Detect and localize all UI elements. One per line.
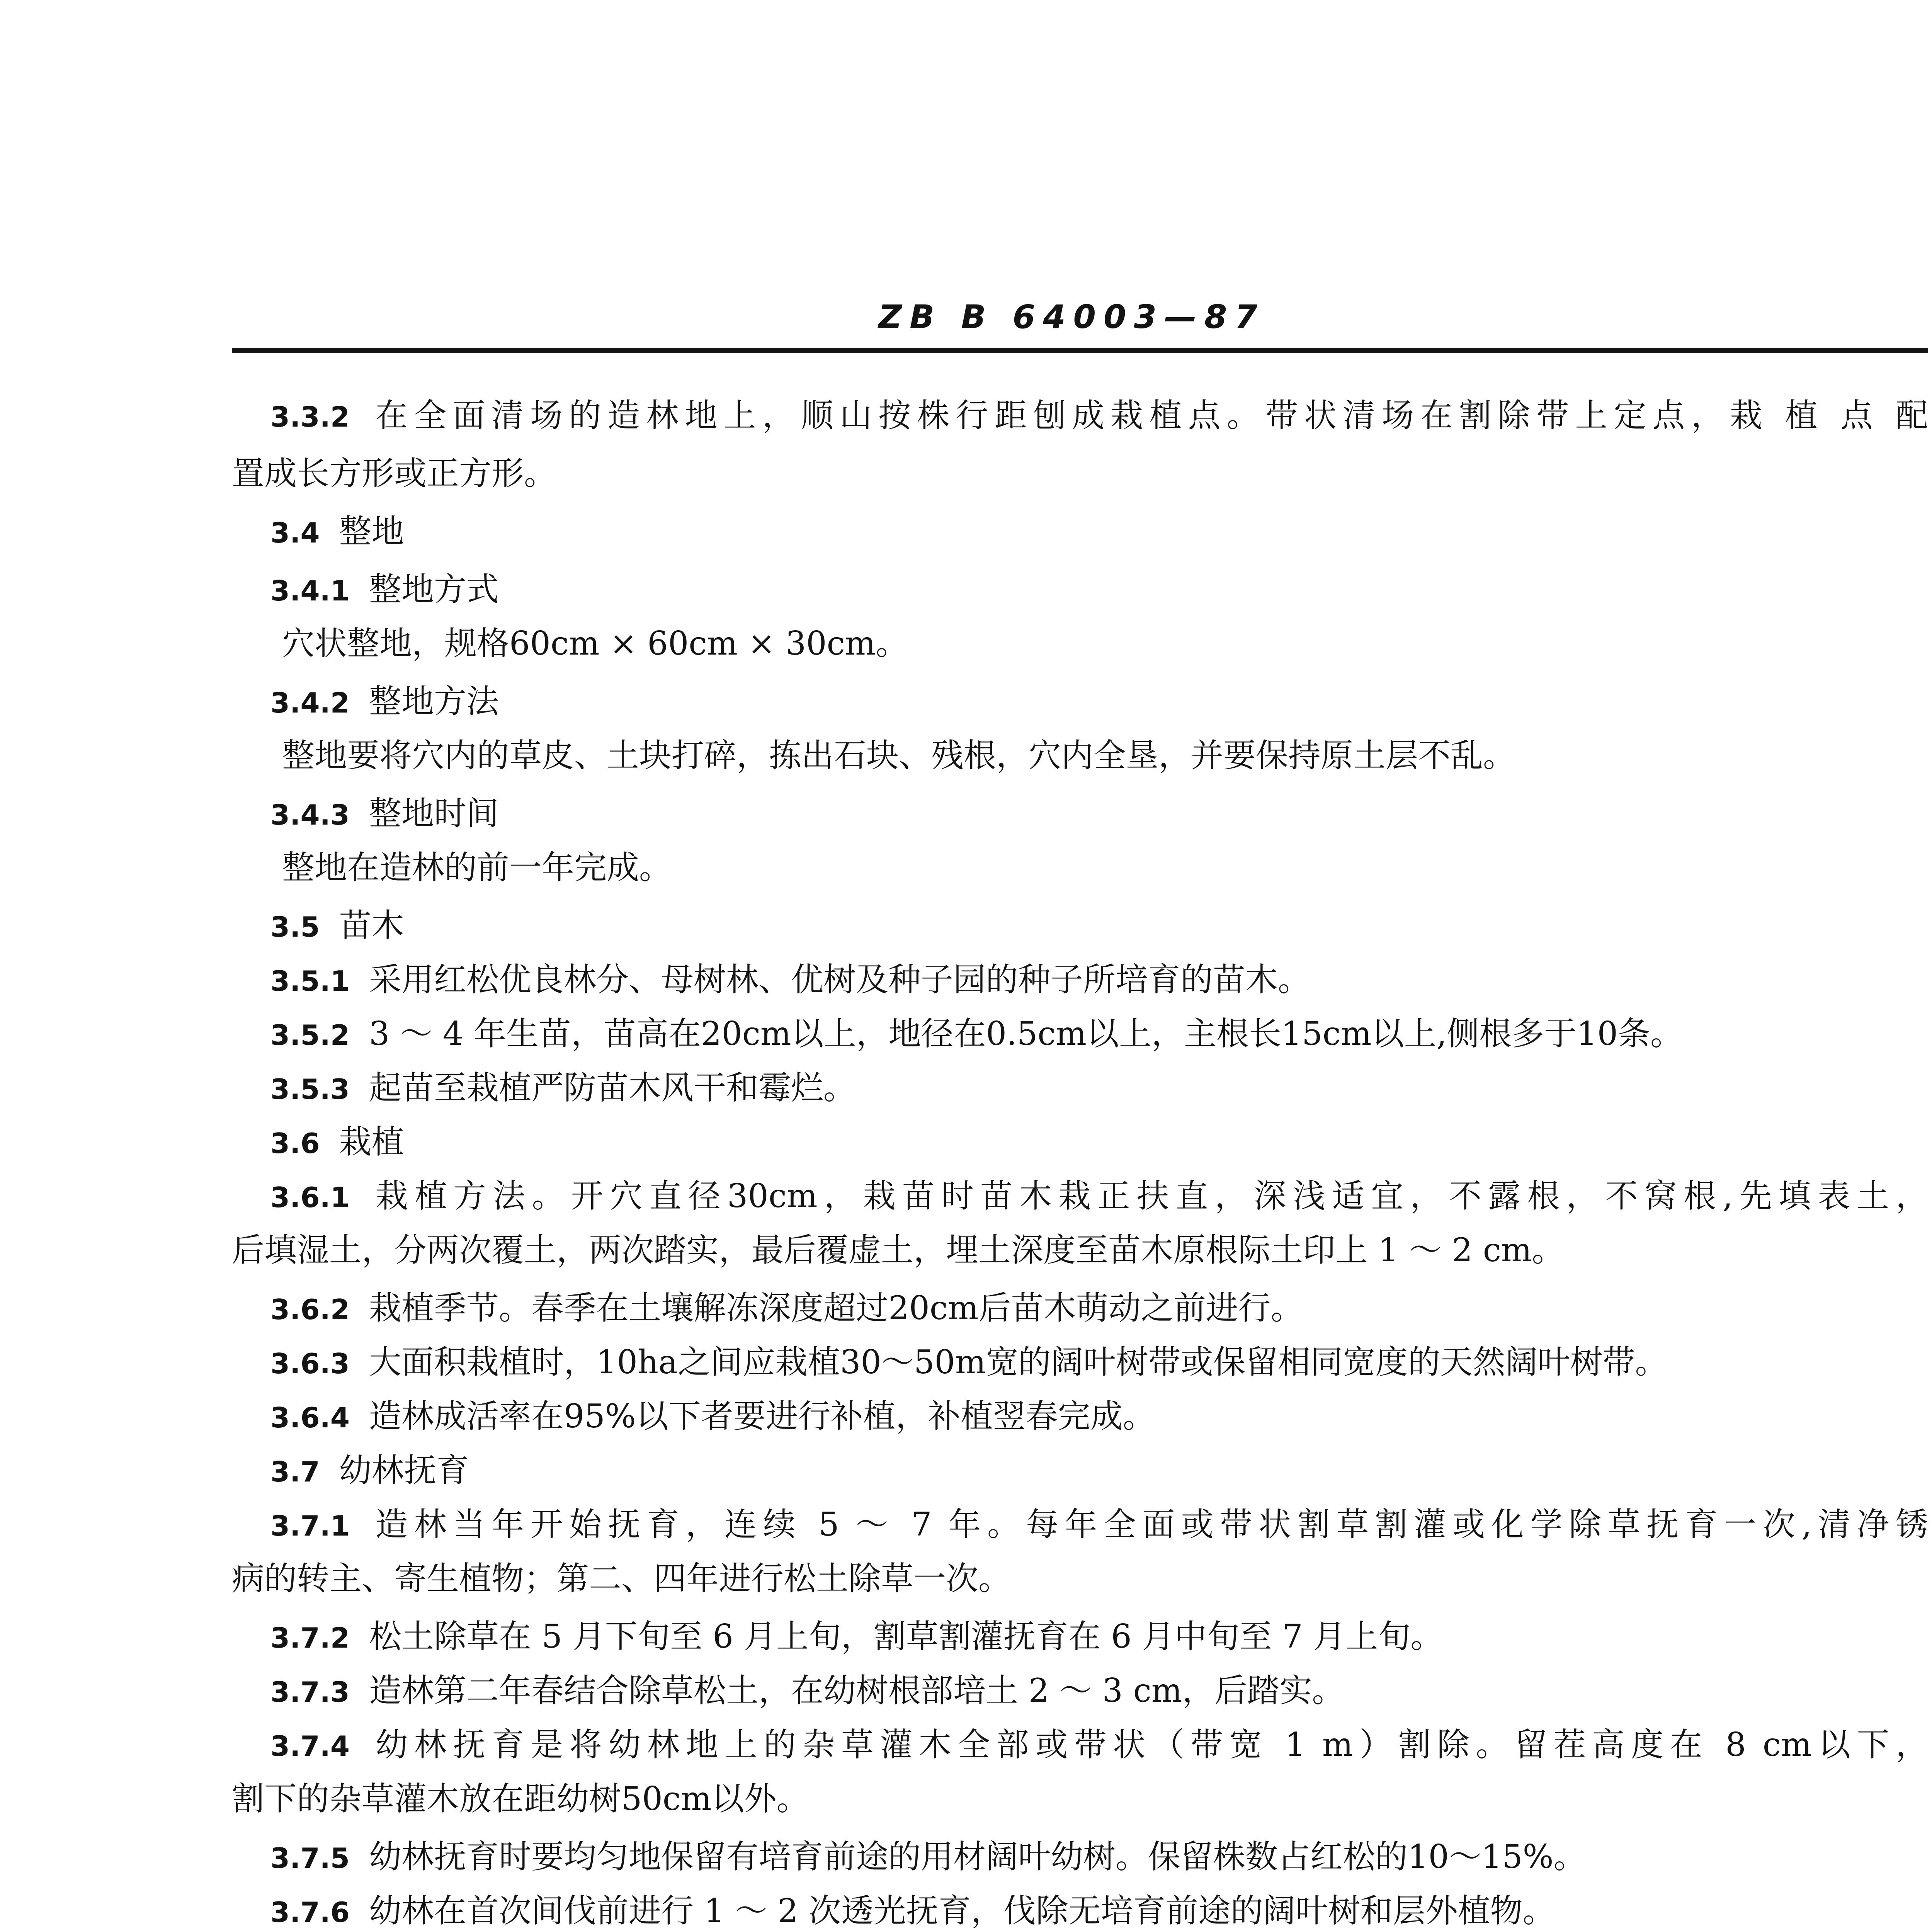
heading-3-4-1 [270,568,1928,612]
section-number: 3.7.5 [270,1842,350,1874]
section-text: 造林当年开始抚育，连续 5 ～ 7 年。每年全面或带状割草割灌或化学除草抚育一次,清净锈 [369,1505,1928,1543]
section-text: 栽植方法。开穴直径30cm，栽苗时苗木栽正扶直，深浅适宜，不露根，不窝根,先填表土， [369,1177,1928,1215]
section-text: 造林第二年春结合除草松土，在幼树根部培土 2 ～ 3 cm，后踏实。 [369,1672,1345,1709]
section-number: 3.5.3 [270,1073,350,1105]
section-text: 整地方法 [369,682,499,720]
section-number: 3.7.2 [270,1622,350,1654]
para-3-7-3 [270,1669,1928,1713]
heading-3-5 [270,904,1928,948]
para-3-6-1-line-1 [270,1175,1928,1217]
para-3-5-1 [270,958,1928,1002]
section-number: 3.6.4 [270,1401,350,1434]
section-text: 幼林抚育时要均匀地保留有培育前途的用材阔叶幼树。保留株数占红松的10～15%。 [369,1838,1586,1876]
header-rule [232,348,1928,353]
section-number: 3.7.3 [270,1676,350,1708]
para-3-7-4-line-1 [270,1723,1928,1766]
section-text: 松土除草在 5 月下旬至 6 月上旬，割草割灌抚育在 6 月中旬至 7 月上旬。 [369,1617,1443,1655]
section-number: 3.4.1 [270,575,350,607]
section-text: 整地方式 [369,570,499,608]
para-3-7-4-line-2: 割下的杂草灌木放在距幼树50cm以外。 [232,1780,809,1818]
section-text: 在全面清场的造林地上，顺山按株行距刨成栽植点。带状清场在割除带上定点，栽 植 点 配 [369,396,1928,434]
section-text: 苗木 [339,906,404,944]
section-number: 3.5.1 [270,965,350,997]
section-text: 幼林抚育是将幼林地上的杂草灌木全部或带状（带宽 1 m）割除。留茬高度在 8 cm以下， [369,1726,1928,1764]
section-number: 3.7 [270,1456,320,1488]
section-number: 3.4.3 [270,799,350,831]
section-text: 采用红松优良林分、母树林、优树及种子园的种子所培育的苗木。 [369,961,1311,998]
section-number: 3.7.1 [270,1510,350,1542]
section-number: 3.4.2 [270,687,350,719]
section-text: 栽植 [339,1123,404,1161]
para-3-7-2 [270,1615,1928,1659]
section-number: 3.5.2 [270,1019,350,1051]
section-number: 3.3.2 [270,401,350,433]
section-number: 3.5 [270,911,320,943]
para-3-4-3: 整地在造林的前一年完成。 [282,849,672,886]
section-number: 3.7.6 [270,1896,350,1929]
heading-3-4-2 [270,680,1928,724]
heading-3-4-3 [270,792,1928,836]
section-text: 幼林在首次间伐前进行 1 ～ 2 次透光抚育，伐除无培育前途的阔叶树和层外植物。 [369,1892,1555,1930]
para-3-6-3 [270,1341,1928,1385]
section-number: 3.4 [270,517,320,549]
section-text: 幼林抚育 [339,1451,469,1489]
section-text: 3 ～ 4 年生苗，苗高在20cm以上，地径在0.5cm以上，主根长15cm以上,侧根多于10条。 [369,1015,1683,1053]
heading-3-6 [270,1121,1928,1165]
heading-3-7 [270,1449,1928,1493]
para-3-7-1-line-1 [270,1503,1928,1546]
section-number: 3.7.4 [270,1730,350,1762]
para-3-6-1-line-2: 后填湿土，分两次覆土，两次踏实，最后覆虚土，埋土深度至苗木原根际土印上 1 ～ 2 cm。 [232,1231,1565,1269]
para-3-3-2-line-1 [270,394,1928,437]
section-number: 3.6.2 [270,1293,350,1326]
para-3-3-2-line-2: 置成长方形或正方形。 [232,454,557,492]
section-text: 整地 [339,512,404,550]
para-3-5-2 [270,1012,1928,1056]
para-3-6-4 [270,1395,1928,1439]
section-text: 整地时间 [369,794,499,832]
para-3-6-2 [270,1287,1928,1331]
para-3-7-5 [270,1835,1928,1879]
para-3-4-2: 整地要将穴内的草皮、土块打碎，拣出石块、残根，穴内全垦，并要保持原土层不乱。 [282,736,1516,774]
section-text: 大面积栽植时，10ha之间应栽植30～50m宽的阔叶树带或保留相同宽度的天然阔叶树带。 [369,1343,1668,1381]
section-number: 3.6.1 [270,1181,350,1214]
para-3-5-3 [270,1066,1928,1111]
para-3-4-1: 穴状整地，规格60cm × 60cm × 30cm。 [282,624,908,662]
section-number: 3.6 [270,1127,320,1160]
section-text: 起苗至栽植严防苗木风干和霉烂。 [369,1069,856,1107]
section-text: 造林成活率在95%以下者要进行补植，补植翌春完成。 [369,1397,1155,1435]
document-code-header: ZB B 64003—87 [878,298,1265,336]
para-3-7-1-line-2: 病的转主、寄生植物；第二、四年进行松土除草一次。 [232,1560,1011,1597]
heading-3-4 [270,510,1928,554]
section-number: 3.6.3 [270,1347,350,1380]
section-text: 栽植季节。春季在土壤解冻深度超过20cm后苗木萌动之前进行。 [369,1289,1303,1327]
para-3-7-6 [270,1889,1928,1932]
